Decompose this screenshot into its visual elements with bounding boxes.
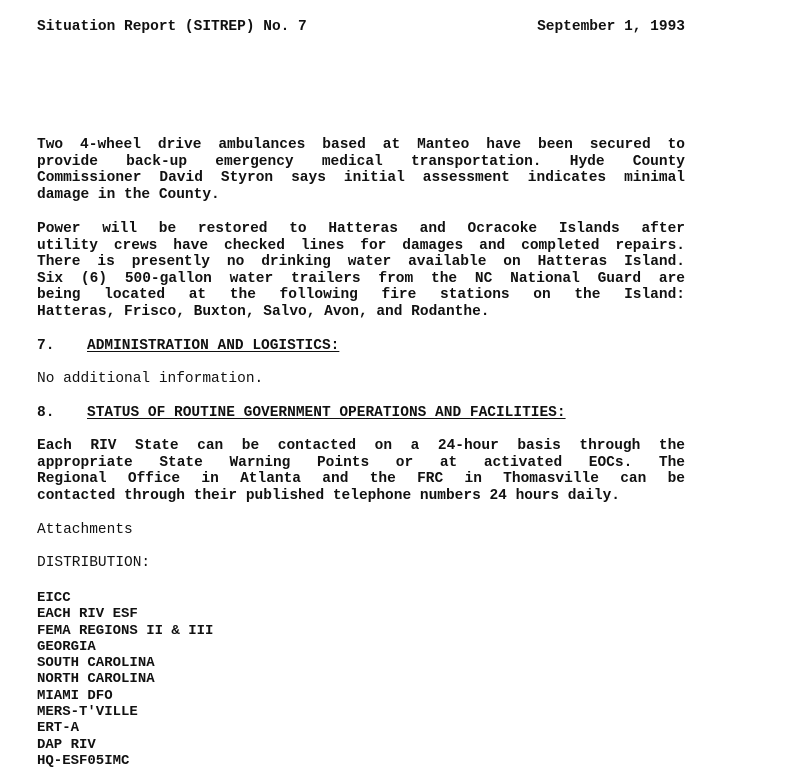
paragraph-line: There is presently no drinking water available on Hatteras Island.: [37, 254, 685, 271]
report-title: Situation Report (SITREP) No. 7: [37, 19, 307, 35]
section-8-body: [37, 438, 685, 504]
section-7-heading: [37, 338, 685, 355]
paragraph-line: Commissioner David Styron says initial assessment indicates minimal: [37, 170, 685, 187]
distribution-item: EACH RIV ESF: [37, 606, 138, 623]
distribution-list: [37, 590, 685, 769]
section-body-text: No additional information.: [37, 371, 264, 387]
section-7-body: [37, 371, 685, 388]
paragraph-line: appropriate State Warning Points or at activated EOCs. The: [37, 454, 685, 471]
distribution-item: ERT-A: [37, 720, 80, 737]
report-date: September 1, 1993: [537, 19, 685, 35]
section-title: ADMINISTRATION AND LOGISTICS:: [87, 338, 340, 354]
paragraph-line: damage in the County.: [37, 186, 220, 203]
section-number: 7.: [37, 338, 55, 354]
paragraph-power: [37, 221, 685, 321]
paragraph-ambulances: [37, 137, 685, 203]
attachments-label: [37, 522, 685, 539]
section-title: STATUS OF ROUTINE GOVERNMENT OPERATIONS AND FACILITIES:: [87, 405, 566, 421]
distribution-item: NORTH CAROLINA: [37, 671, 155, 688]
distribution-heading: DISTRIBUTION:: [37, 555, 151, 571]
paragraph-line: Six (6) 500-gallon water trailers from the NC National Guard are: [37, 270, 685, 287]
distribution-item: EICC: [37, 590, 71, 606]
paragraph-line: Regional Office in Atlanta and the FRC in Thomasville can be: [37, 471, 685, 488]
distribution-item: MIAMI DFO: [37, 687, 113, 704]
section-8-heading: [37, 405, 685, 422]
paragraph-line: Hatteras, Frisco, Buxton, Salvo, Avon, and Rodanthe.: [37, 303, 490, 320]
paragraph-line: being located at the following fire stations on the Island:: [37, 287, 685, 304]
distribution-item: SOUTH CAROLINA: [37, 655, 155, 672]
section-number: 8.: [37, 405, 55, 421]
paragraph-line: utility crews have checked lines for damages and completed repairs.: [37, 237, 685, 254]
distribution-item: DAP RIV: [37, 736, 96, 753]
paragraph-line: Each RIV State can be contacted on a 24-hour basis through the: [37, 438, 685, 454]
distribution-item: HQ-ESF05IMC: [37, 752, 130, 769]
distribution-item: FEMA REGIONS II & III: [37, 622, 214, 639]
paragraph-line: contacted through their published telephone numbers 24 hours daily.: [37, 487, 620, 504]
distribution-label: [37, 555, 685, 572]
distribution-item: MERS-T'VILLE: [37, 704, 138, 721]
paragraph-line: Power will be restored to Hatteras and Ocracoke Islands after: [37, 221, 685, 237]
paragraph-line: provide back-up emergency medical transportation. Hyde County: [37, 153, 685, 170]
distribution-item: GEORGIA: [37, 638, 96, 655]
attachments-text: Attachments: [37, 522, 133, 538]
paragraph-line: Two 4-wheel drive ambulances based at Manteo have been secured to: [37, 137, 685, 153]
